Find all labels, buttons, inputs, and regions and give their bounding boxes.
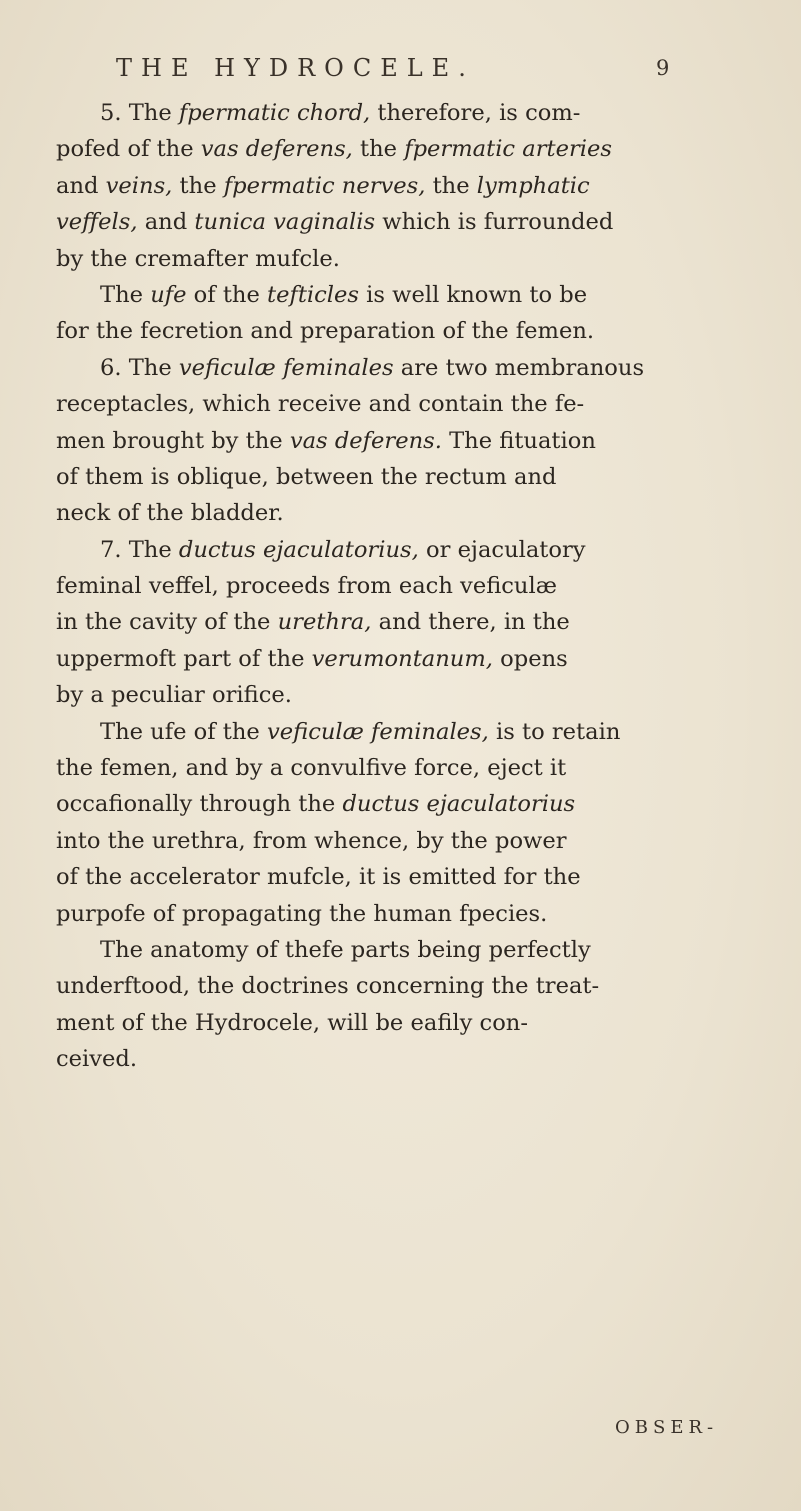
text-line bbox=[56, 131, 772, 167]
text-line bbox=[56, 641, 772, 677]
paragraph-p7b bbox=[56, 714, 772, 932]
text-line bbox=[56, 932, 772, 968]
text-run: 5. The bbox=[100, 100, 179, 126]
text-run: the bbox=[172, 172, 224, 199]
italic-term: fpermatic chord, bbox=[178, 100, 371, 126]
text-line bbox=[56, 604, 772, 640]
text-line bbox=[56, 859, 772, 895]
text-line bbox=[56, 968, 772, 1004]
text-run: receptacles, which receive and contain the fe- bbox=[56, 391, 585, 418]
text-line bbox=[56, 495, 772, 531]
text-run: the femen, and by a convulfive force, eject it bbox=[56, 755, 567, 782]
paragraph-p5 bbox=[56, 95, 772, 277]
paragraph-p6 bbox=[56, 350, 772, 532]
italic-term: ductus ejaculatorius bbox=[342, 791, 576, 818]
text-line bbox=[56, 896, 772, 932]
italic-term: tunica vaginalis bbox=[194, 209, 376, 236]
italic-term: ductus ejaculatorius, bbox=[178, 536, 419, 563]
italic-term: vas deferens. bbox=[289, 427, 442, 454]
text-line bbox=[56, 750, 772, 786]
text-run: or ejaculatory bbox=[418, 536, 586, 563]
italic-term: veficulæ feminales, bbox=[266, 718, 489, 745]
text-run: into the urethra, from whence, by the power bbox=[56, 827, 567, 854]
text-line bbox=[56, 277, 772, 313]
italic-term: verumontanum, bbox=[311, 645, 493, 672]
text-run: The fituation bbox=[441, 427, 596, 454]
catchword: OBSER- bbox=[615, 1417, 719, 1438]
paragraph-p8 bbox=[56, 932, 772, 1078]
text-line bbox=[56, 459, 772, 495]
text-run: which is furrounded bbox=[375, 209, 614, 236]
text-run: is well known to be bbox=[358, 281, 588, 308]
text-line bbox=[56, 1005, 772, 1041]
text-run: pofed of the bbox=[56, 136, 201, 163]
text-run: men brought by the bbox=[56, 427, 290, 454]
running-head bbox=[0, 54, 801, 94]
text-run: 7. The bbox=[100, 536, 179, 563]
text-run: ment of the Hydrocele, will be eafily con- bbox=[56, 1009, 528, 1036]
italic-term: urethra, bbox=[277, 609, 372, 636]
text-run: by the cremafter mufcle. bbox=[56, 245, 340, 272]
text-run: are two membranous bbox=[393, 354, 645, 381]
text-line bbox=[56, 350, 772, 386]
page-number: 9 bbox=[656, 56, 670, 80]
text-run: The ufe of the bbox=[100, 718, 267, 745]
text-run: The bbox=[100, 281, 151, 308]
body-text bbox=[56, 95, 772, 1078]
italic-term: veins, bbox=[105, 172, 173, 199]
text-line bbox=[56, 423, 772, 459]
text-run: the bbox=[425, 172, 477, 199]
text-run: of the accelerator mufcle, it is emitted for the bbox=[56, 864, 581, 891]
text-run: and bbox=[56, 172, 106, 199]
text-line bbox=[56, 823, 772, 859]
text-run: 6. The bbox=[100, 354, 179, 381]
text-line bbox=[56, 532, 772, 568]
text-run: by a peculiar orifice. bbox=[56, 682, 292, 709]
text-run: opens bbox=[492, 645, 568, 672]
text-run: and bbox=[137, 209, 195, 236]
text-line bbox=[56, 714, 772, 750]
text-line bbox=[56, 1041, 772, 1077]
text-run: underftood, the doctrines concerning the treat- bbox=[56, 973, 600, 1000]
italic-term: lymphatic bbox=[476, 172, 590, 199]
paragraph-p7 bbox=[56, 532, 772, 714]
italic-term: veficulæ feminales bbox=[178, 354, 394, 381]
paragraph-p5b bbox=[56, 277, 772, 350]
text-run: the bbox=[352, 136, 405, 163]
text-line bbox=[56, 204, 772, 240]
text-run: uppermoft part of the bbox=[56, 645, 312, 672]
text-run: purpofe of propagating the human fpecies. bbox=[56, 900, 548, 927]
text-line bbox=[56, 241, 772, 277]
text-line bbox=[56, 313, 772, 349]
italic-term: fpermatic nerves, bbox=[223, 172, 426, 199]
text-run: in the cavity of the bbox=[56, 609, 278, 636]
text-line bbox=[56, 677, 772, 713]
text-run: therefore, is com- bbox=[370, 100, 581, 126]
italic-term: fpermatic arteries bbox=[404, 136, 612, 163]
text-line bbox=[56, 386, 772, 422]
text-run: neck of the bladder. bbox=[56, 500, 284, 527]
italic-term: tefticles bbox=[267, 281, 359, 308]
text-line bbox=[56, 568, 772, 604]
text-run: The anatomy of thefe parts being perfectly bbox=[100, 936, 591, 963]
text-line bbox=[56, 95, 772, 131]
text-run: feminal veffel, proceeds from each veficulæ bbox=[56, 573, 557, 600]
running-title: THE HYDROCELE. bbox=[116, 54, 475, 82]
italic-term: veffels, bbox=[56, 209, 138, 236]
text-line bbox=[56, 168, 772, 204]
text-run: of them is oblique, between the rectum and bbox=[56, 463, 557, 490]
text-run: of the bbox=[186, 281, 267, 308]
text-run: is to retain bbox=[488, 718, 621, 745]
text-run: occafionally through the bbox=[56, 791, 343, 818]
text-run: and there, in the bbox=[371, 609, 570, 636]
italic-term: vas deferens, bbox=[200, 136, 353, 163]
text-run: ceived. bbox=[56, 1046, 138, 1073]
text-line bbox=[56, 786, 772, 822]
italic-term: ufe bbox=[150, 281, 187, 308]
text-run: for the fecretion and preparation of the femen. bbox=[56, 318, 595, 345]
